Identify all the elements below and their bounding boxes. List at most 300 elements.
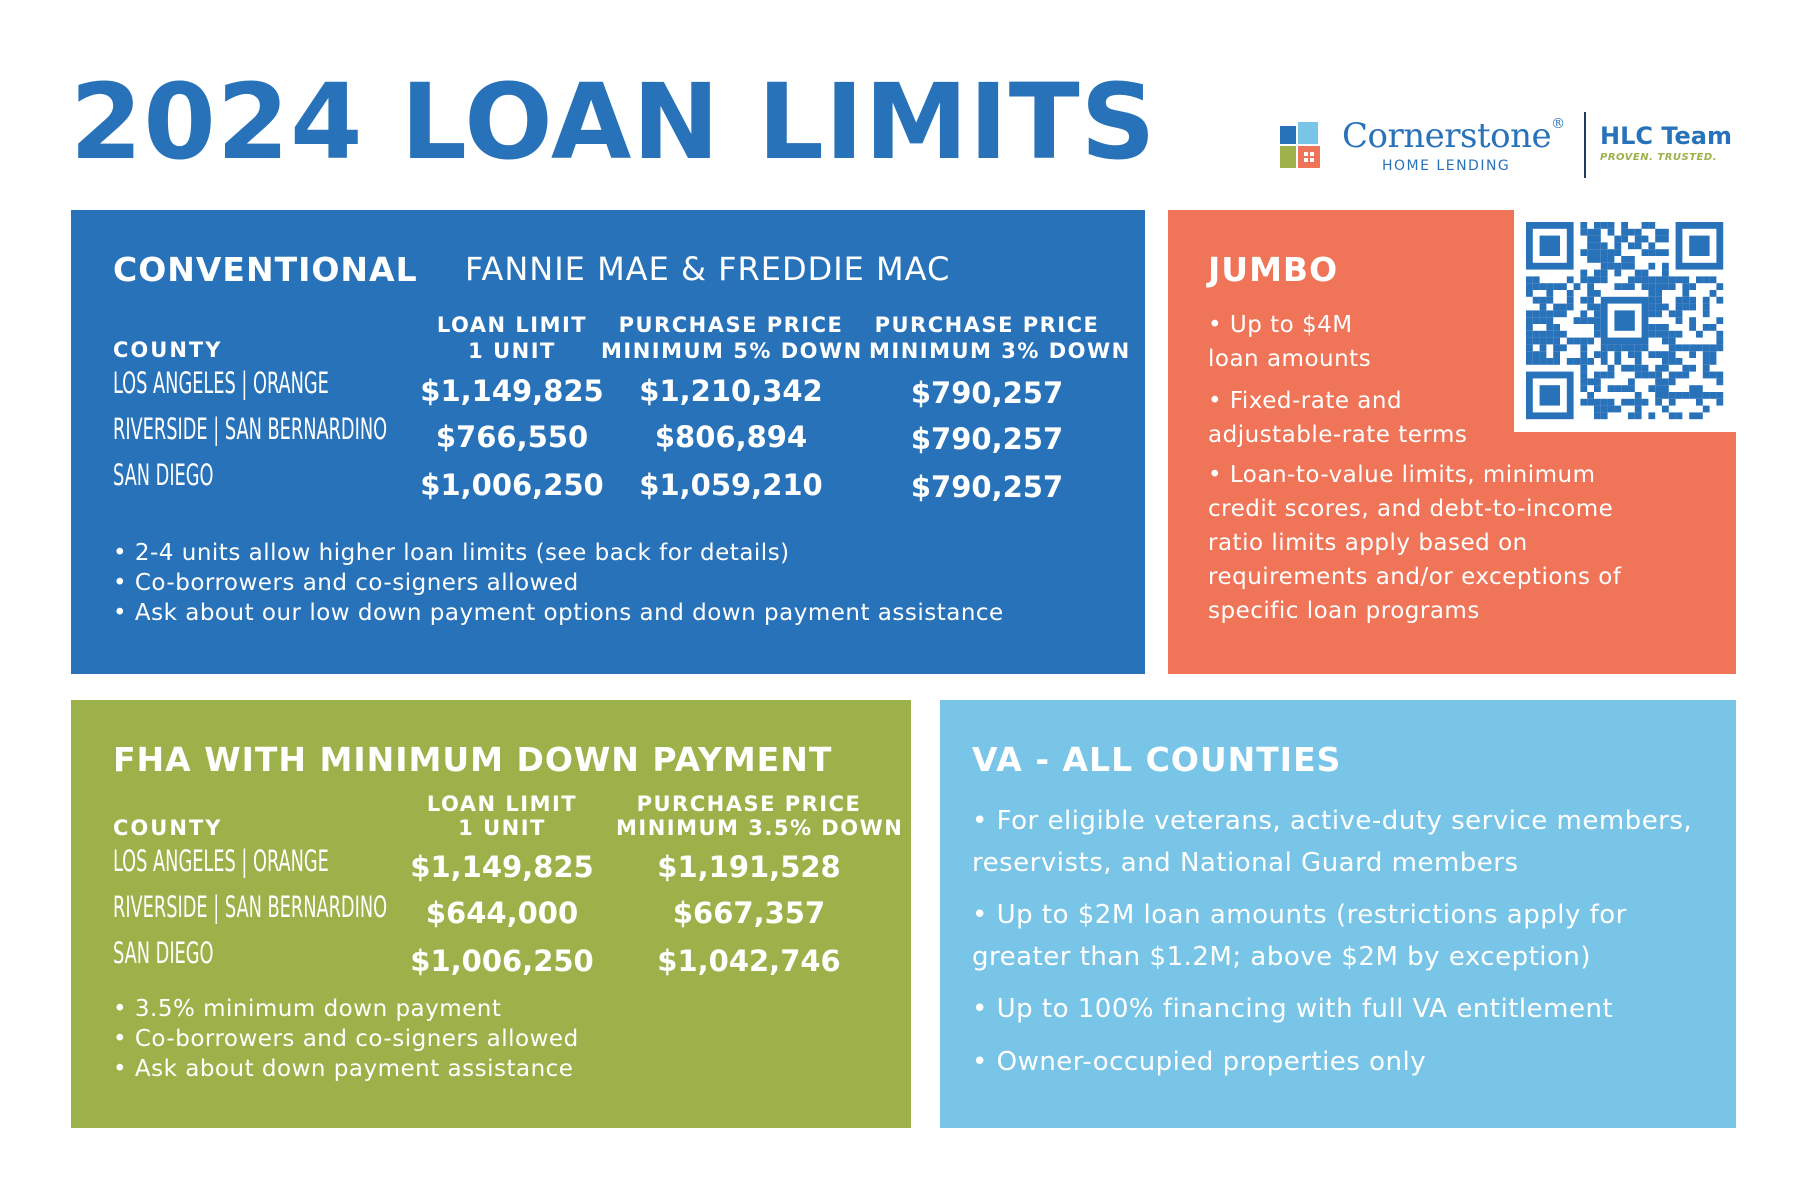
qr-module	[1655, 304, 1662, 311]
qr-module	[1716, 331, 1723, 338]
qr-module	[1621, 222, 1628, 229]
qr-module	[1642, 249, 1649, 256]
qr-module	[1635, 270, 1642, 277]
qr-module	[1594, 256, 1601, 263]
qr-module	[1642, 222, 1649, 229]
qr-module	[1682, 344, 1689, 351]
qr-module	[1540, 331, 1547, 338]
logo-subtitle: HOME LENDING	[1382, 158, 1511, 174]
va-title: VA - ALL COUNTIES	[972, 740, 1342, 779]
qr-module	[1628, 385, 1635, 392]
qr-module	[1642, 283, 1649, 290]
qr-module	[1676, 310, 1683, 317]
qr-module	[1669, 378, 1676, 385]
qr-module	[1703, 351, 1710, 358]
qr-module	[1669, 331, 1676, 338]
qr-module	[1587, 249, 1594, 256]
qr-module	[1540, 283, 1547, 290]
loan-limit-value: $644,000	[425, 896, 579, 930]
qr-module	[1662, 365, 1669, 372]
qr-module	[1601, 276, 1608, 283]
qr-module	[1608, 263, 1615, 270]
qr-module	[1546, 317, 1553, 324]
qr-module	[1669, 412, 1676, 419]
qr-module	[1553, 344, 1560, 351]
qr-module	[1614, 270, 1621, 277]
qr-module	[1594, 236, 1601, 243]
qr-module	[1601, 263, 1608, 270]
qr-module	[1540, 317, 1547, 324]
logo-registered: ®	[1551, 116, 1565, 132]
qr-module	[1553, 283, 1560, 290]
qr-module	[1621, 236, 1628, 243]
qr-module	[1655, 331, 1662, 338]
qr-module	[1662, 283, 1669, 290]
qr-module	[1553, 331, 1560, 338]
qr-module	[1682, 372, 1689, 379]
qr-module	[1689, 412, 1696, 419]
qr-module	[1676, 344, 1683, 351]
qr-module	[1580, 222, 1587, 229]
qr-module	[1608, 385, 1615, 392]
qr-module	[1710, 324, 1717, 331]
qr-module	[1682, 365, 1689, 372]
qr-module	[1580, 344, 1587, 351]
cornerstone-logo	[1278, 112, 1738, 182]
qr-module	[1553, 338, 1560, 345]
qr-module	[1621, 385, 1628, 392]
qr-module	[1553, 304, 1560, 311]
purchase-3-5-value: $667,357	[672, 896, 826, 930]
note-item: • Co-borrowers and co-signers allowed	[113, 1026, 579, 1052]
column-header-purchase-5: PURCHASE PRICE MINIMUM 5% DOWN	[601, 313, 863, 363]
qr-module	[1614, 385, 1621, 392]
qr-module	[1655, 392, 1662, 399]
qr-module	[1621, 229, 1628, 236]
purchase-3-value: $790,257	[910, 470, 1064, 504]
conventional-subtitle: FANNIE MAE & FREDDIE MAC	[465, 250, 951, 288]
loan-limit-value: $766,550	[435, 420, 589, 454]
cornerstone-house-icon	[1278, 120, 1330, 172]
qr-module	[1710, 351, 1717, 358]
purchase-3-value: $790,257	[910, 376, 1064, 410]
qr-module	[1662, 276, 1669, 283]
qr-module	[1608, 406, 1615, 413]
qr-module	[1696, 385, 1703, 392]
qr-module	[1601, 412, 1608, 419]
qr-module	[1601, 242, 1608, 249]
qr-module	[1594, 412, 1601, 419]
qr-module	[1567, 297, 1574, 304]
qr-module	[1533, 276, 1540, 283]
va-bullet: • For eligible veterans, active-duty service members, reservists, and National Guard members	[972, 806, 1693, 878]
qr-module	[1526, 283, 1533, 290]
qr-module	[1662, 324, 1669, 331]
qr-module	[1587, 304, 1594, 311]
qr-module	[1703, 304, 1710, 311]
qr-module	[1696, 399, 1703, 406]
qr-module	[1533, 358, 1540, 365]
qr-module	[1587, 236, 1594, 243]
qr-module	[1526, 331, 1533, 338]
qr-module	[1526, 290, 1533, 297]
qr-module	[1669, 310, 1676, 317]
qr-code-graphic	[1514, 210, 1736, 432]
qr-module	[1628, 344, 1635, 351]
qr-module	[1587, 378, 1594, 385]
qr-module	[1526, 338, 1533, 345]
qr-module	[1696, 344, 1703, 351]
qr-module	[1662, 270, 1669, 277]
qr-module	[1689, 392, 1696, 399]
qr-module	[1546, 297, 1553, 304]
qr-module	[1546, 331, 1553, 338]
qr-module	[1635, 351, 1642, 358]
qr-module	[1689, 344, 1696, 351]
qr-module	[1635, 412, 1642, 419]
purchase-3-5-value: $1,042,746	[657, 944, 841, 978]
qr-module	[1594, 378, 1601, 385]
qr-module	[1533, 338, 1540, 345]
qr-module	[1676, 392, 1683, 399]
county-name: SAN DIEGO	[113, 936, 214, 970]
qr-module	[1560, 310, 1567, 317]
qr-module	[1580, 317, 1587, 324]
qr-module	[1594, 385, 1601, 392]
logo-tagline: PROVEN. TRUSTED.	[1600, 152, 1717, 163]
qr-module	[1567, 358, 1574, 365]
qr-module	[1540, 236, 1560, 256]
qr-module	[1655, 297, 1662, 304]
qr-module	[1669, 358, 1676, 365]
qr-module	[1580, 351, 1587, 358]
qr-module	[1587, 317, 1594, 324]
qr-module	[1580, 229, 1587, 236]
county-name: LOS ANGELES | ORANGE	[113, 844, 329, 878]
loan-limit-value: $1,149,825	[410, 850, 594, 884]
qr-module	[1716, 317, 1723, 324]
qr-module	[1689, 283, 1696, 290]
qr-module	[1608, 222, 1615, 229]
qr-module	[1580, 338, 1587, 345]
county-name: RIVERSIDE | SAN BERNARDINO	[113, 412, 388, 446]
note-item: • Ask about our low down payment options and down payment assistance	[113, 600, 1004, 626]
qr-module	[1614, 358, 1621, 365]
qr-module	[1662, 236, 1669, 243]
qr-module	[1716, 399, 1723, 406]
qr-module	[1540, 310, 1547, 317]
qr-module	[1669, 392, 1676, 399]
qr-module	[1594, 249, 1601, 256]
qr-module	[1587, 256, 1594, 263]
qr-module	[1628, 283, 1635, 290]
qr-module	[1669, 338, 1676, 345]
qr-module	[1689, 304, 1696, 311]
qr-module	[1587, 283, 1594, 290]
qr-module	[1635, 344, 1642, 351]
conventional-notes	[113, 538, 1004, 628]
qr-module	[1682, 290, 1689, 297]
qr-module	[1567, 338, 1574, 345]
qr-module	[1594, 229, 1601, 236]
qr-module	[1526, 358, 1533, 365]
qr-module	[1553, 358, 1560, 365]
qr-module	[1703, 344, 1710, 351]
qr-module	[1655, 229, 1662, 236]
qr-module	[1533, 283, 1540, 290]
qr-module	[1574, 358, 1581, 365]
qr-module	[1594, 351, 1601, 358]
qr-module	[1574, 338, 1581, 345]
purchase-5-value: $1,210,342	[639, 374, 823, 408]
qr-module	[1669, 344, 1676, 351]
qr-module	[1580, 365, 1587, 372]
qr-module	[1662, 229, 1669, 236]
qr-module	[1614, 283, 1621, 290]
qr-module	[1655, 372, 1662, 379]
qr-module	[1716, 283, 1723, 290]
qr-module	[1628, 242, 1635, 249]
qr-code-icon[interactable]	[1514, 210, 1736, 432]
qr-module	[1635, 406, 1642, 413]
qr-module	[1587, 242, 1594, 249]
qr-module	[1655, 399, 1662, 406]
qr-module	[1560, 283, 1567, 290]
qr-module	[1580, 385, 1587, 392]
qr-module	[1628, 263, 1635, 270]
qr-module	[1662, 338, 1669, 345]
logo-team: HLC Team	[1600, 122, 1733, 150]
qr-module	[1676, 317, 1683, 324]
note-item: • Ask about down payment assistance	[113, 1056, 574, 1082]
qr-module	[1580, 372, 1587, 379]
qr-module	[1546, 290, 1553, 297]
qr-module	[1662, 406, 1669, 413]
qr-module	[1696, 392, 1703, 399]
qr-module	[1526, 351, 1533, 358]
qr-module	[1682, 297, 1689, 304]
qr-module	[1614, 263, 1621, 270]
fha-notes	[113, 994, 579, 1084]
county-name: RIVERSIDE | SAN BERNARDINO	[113, 890, 388, 924]
qr-module	[1669, 372, 1676, 379]
qr-module	[1594, 304, 1601, 311]
qr-module	[1635, 242, 1642, 249]
qr-module	[1642, 344, 1649, 351]
qr-module	[1574, 317, 1581, 324]
qr-module	[1662, 392, 1669, 399]
qr-module	[1526, 324, 1533, 331]
qr-module	[1642, 236, 1649, 243]
qr-module	[1642, 270, 1649, 277]
qr-module	[1648, 242, 1655, 249]
qr-module	[1608, 399, 1615, 406]
qr-module	[1648, 412, 1655, 419]
county-header: COUNTY	[113, 338, 223, 362]
conventional-panel	[71, 210, 1145, 674]
qr-module	[1648, 249, 1655, 256]
qr-module	[1710, 358, 1717, 365]
qr-module	[1533, 331, 1540, 338]
qr-module	[1676, 412, 1683, 419]
qr-module	[1533, 297, 1540, 304]
qr-module	[1594, 310, 1601, 317]
qr-module	[1546, 358, 1553, 365]
note-item: • 3.5% minimum down payment	[113, 996, 502, 1022]
qr-module	[1601, 399, 1608, 406]
qr-module	[1621, 399, 1628, 406]
qr-module	[1689, 365, 1696, 372]
qr-module	[1553, 351, 1560, 358]
qr-module	[1601, 256, 1608, 263]
jumbo-title: JUMBO	[1208, 250, 1339, 289]
qr-module	[1533, 310, 1540, 317]
qr-module	[1716, 378, 1723, 385]
qr-module	[1655, 283, 1662, 290]
qr-module	[1710, 344, 1717, 351]
conventional-title: CONVENTIONAL	[113, 250, 418, 289]
qr-module	[1628, 399, 1635, 406]
qr-module	[1574, 283, 1581, 290]
qr-module	[1608, 372, 1615, 379]
qr-module	[1601, 222, 1608, 229]
qr-module	[1546, 310, 1553, 317]
purchase-3-value: $790,257	[910, 422, 1064, 456]
fha-title: FHA WITH MINIMUM DOWN PAYMENT	[113, 740, 833, 779]
qr-module	[1540, 385, 1560, 405]
jumbo-bullet: • Fixed-rate and adjustable-rate terms	[1208, 388, 1468, 448]
qr-module	[1669, 283, 1676, 290]
qr-module	[1696, 331, 1703, 338]
qr-module	[1560, 331, 1567, 338]
qr-module	[1628, 365, 1635, 372]
qr-module	[1587, 290, 1594, 297]
qr-module	[1648, 372, 1655, 379]
qr-module	[1648, 385, 1655, 392]
qr-module	[1594, 399, 1601, 406]
qr-module	[1628, 276, 1635, 283]
qr-module	[1655, 365, 1662, 372]
va-bullet: • Up to 100% financing with full VA entitlement	[972, 994, 1614, 1024]
qr-module	[1580, 297, 1587, 304]
qr-module	[1594, 317, 1601, 324]
fha-panel	[71, 700, 911, 1128]
column-header-purchase-3: PURCHASE PRICE MINIMUM 3% DOWN	[869, 313, 1131, 363]
qr-module	[1662, 358, 1669, 365]
qr-module	[1546, 338, 1553, 345]
column-header-purchase-3-5: PURCHASE PRICE MINIMUM 3.5% DOWN	[616, 792, 904, 840]
qr-module	[1526, 310, 1533, 317]
qr-module	[1716, 297, 1723, 304]
note-item: • 2-4 units allow higher loan limits (see back for details)	[113, 540, 790, 566]
qr-module	[1716, 392, 1723, 399]
qr-module	[1608, 344, 1615, 351]
qr-module	[1662, 351, 1669, 358]
qr-module	[1662, 378, 1669, 385]
qr-module	[1655, 324, 1662, 331]
qr-module	[1710, 290, 1717, 297]
qr-module	[1635, 399, 1642, 406]
qr-module	[1703, 297, 1710, 304]
qr-module	[1655, 310, 1662, 317]
qr-module	[1655, 385, 1662, 392]
qr-module	[1635, 392, 1642, 399]
qr-module	[1540, 338, 1547, 345]
logo-name: Cornerstone®	[1342, 116, 1565, 156]
qr-module	[1662, 385, 1669, 392]
qr-module	[1689, 317, 1696, 324]
qr-module	[1587, 358, 1594, 365]
qr-module	[1594, 331, 1601, 338]
qr-module	[1580, 399, 1587, 406]
qr-module	[1628, 378, 1635, 385]
qr-module	[1716, 344, 1723, 351]
loan-limit-value: $1,006,250	[410, 944, 594, 978]
qr-module	[1601, 372, 1608, 379]
qr-module	[1703, 365, 1710, 372]
qr-module	[1703, 324, 1710, 331]
qr-module	[1526, 317, 1533, 324]
qr-module	[1567, 304, 1574, 311]
qr-module	[1662, 331, 1669, 338]
qr-module	[1540, 304, 1547, 311]
qr-module	[1526, 276, 1533, 283]
county-name: SAN DIEGO	[113, 458, 214, 492]
qr-module	[1703, 372, 1710, 379]
va-panel	[940, 700, 1736, 1128]
qr-module	[1628, 412, 1635, 419]
qr-module	[1628, 351, 1635, 358]
note-item: • Co-borrowers and co-signers allowed	[113, 570, 579, 596]
va-bullet: • Owner-occupied properties only	[972, 1047, 1427, 1077]
purchase-5-value: $806,894	[654, 420, 808, 454]
jumbo-bullet: • Up to $4M loan amounts	[1208, 312, 1372, 372]
county-name: LOS ANGELES | ORANGE	[113, 366, 329, 400]
qr-module	[1662, 304, 1669, 311]
qr-module	[1703, 358, 1710, 365]
qr-module	[1628, 256, 1635, 263]
qr-module	[1655, 276, 1662, 283]
qr-module	[1635, 276, 1642, 283]
qr-module	[1676, 297, 1683, 304]
qr-module	[1594, 270, 1601, 277]
qr-module	[1648, 276, 1655, 283]
qr-module	[1648, 324, 1655, 331]
qr-module	[1648, 304, 1655, 311]
qr-module	[1676, 304, 1683, 311]
qr-module	[1635, 229, 1642, 236]
qr-module	[1587, 229, 1594, 236]
va-bullet: • Up to $2M loan amounts (restrictions apply for greater than $1.2M; above $2M by exception)	[972, 900, 1627, 972]
qr-module	[1580, 310, 1587, 317]
qr-module	[1703, 310, 1710, 317]
qr-module	[1682, 276, 1689, 283]
qr-module	[1594, 290, 1601, 297]
qr-module	[1594, 372, 1601, 379]
qr-module	[1594, 276, 1601, 283]
qr-module	[1642, 276, 1649, 283]
qr-module	[1540, 344, 1547, 351]
qr-module	[1601, 358, 1608, 365]
qr-module	[1682, 283, 1689, 290]
qr-module	[1676, 372, 1683, 379]
qr-module	[1662, 249, 1669, 256]
column-header-loan-limit: LOAN LIMIT 1 UNIT	[436, 313, 588, 363]
qr-module	[1580, 270, 1587, 277]
qr-module	[1601, 406, 1608, 413]
county-header: COUNTY	[113, 816, 223, 840]
qr-module	[1614, 344, 1621, 351]
